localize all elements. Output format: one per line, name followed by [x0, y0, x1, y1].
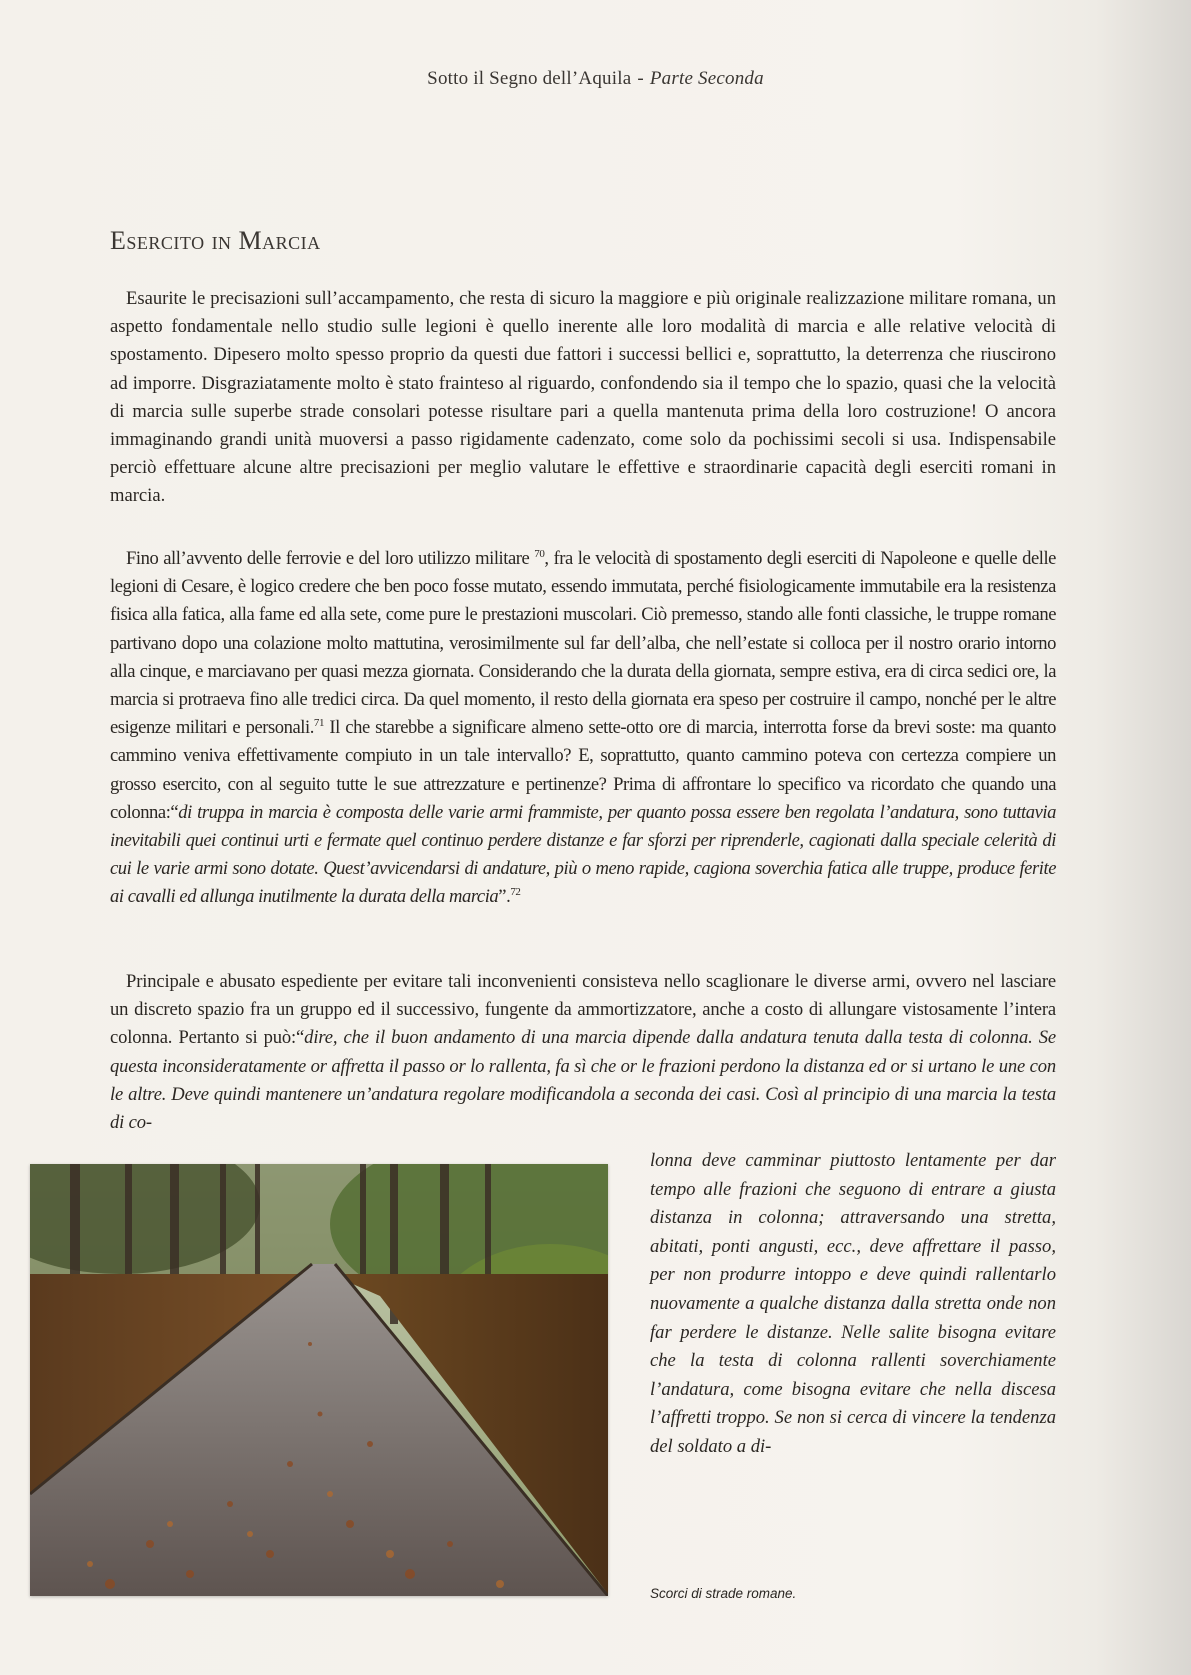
- section-title: Esercito in Marcia: [110, 226, 321, 255]
- paragraph-3-quote: dire, che il buon andamento di una marcia dipende dalla andatura tenuta dalla testa di colonna. Se questa inconsideratamente or affretta il passo or lo rallenta, fa sì che or le frazioni perdono la distanza ed or si urtano le une con le altre. Deve quindi mantenere un’andatura regolare modificandola a seconda dei casi. Così al principio di una marcia la testa di co-: [110, 1027, 1056, 1134]
- paragraph-2-text-c: Il che starebbe a significare almeno sette-otto ore di marcia, interrotta forse da brevi soste: ma quanto cammino veniva effettivamente compiuto in un tale intervallo? E, soprattutto, quanto cammino poteva con certezza compiere un grosso esercito, con al seguito tutte le sue attrezzature e pertinenze? Prima di affrontare lo specifico va ricordato che quando una colonna:“: [110, 717, 1056, 823]
- paragraph-2: [110, 545, 1056, 912]
- paragraph-3-continued: lonna deve camminar piuttosto lentamente per dar tempo alle frazioni che seguono di entrare a giusta distanza in colonna; attraversando una stretta, abitati, ponti angusti, ecc., deve affrettare il passo, per non produrre intoppo e deve quindi rallentarlo nuovamente a qualche distanza dalla stretta onde non far perdere le distanze. Nelle salite bisogna evitare che la testa di colonna rallenti soverchiamente l’andatura, come bisogna evitare che nella discesa l’affretti troppo. Se non si cerca di vincere la tendenza del soldato a di-: [650, 1150, 1056, 1457]
- running-header: [0, 68, 1191, 90]
- paragraph-1: Esaurite le precisazioni sull’accampamento, che resta di sicuro la maggiore e più originale realizzazione militare romana, un aspetto fondamentale nello studio sulle legioni è quello inerente alle loro modalità di marcia e alle relative velocità di spostamento. Dipesero molto spesso proprio da questi due fattori i successi bellici e, soprattutto, la deterrenza che riuscirono ad imporre. Disgraziatamente molto è stato frainteso al riguardo, confondendo sia il tempo che lo spazio, quasi che la velocità di marcia sulle superbe strade consolari potesse risultare pari a quella mantenuta prima della loro costruzione! O ancora immaginando grandi unità muoversi a passo rigidamente cadenzato, come solo da pochissimi secoli si usa. Indispensabile perciò effettuare alcune altre precisazioni per meglio valutare le effettive e straordinarie capacità degli eserciti romani in marcia.: [110, 288, 1056, 507]
- paragraph-3-text: Principale e abusato espediente per evitare tali inconvenienti consisteva nello scaglionare le diverse armi, ovvero nel lasciare un discreto spazio fra un gruppo ed il successivo, fungente da ammortizzatore, anche a costo di allungare vistosamente l’intera colonna. Pertanto si può:“: [110, 971, 1056, 1049]
- footnote-ref-72: 72: [510, 886, 521, 899]
- paragraph-2-quote: di truppa in marcia è composta delle varie armi frammiste, per quanto possa essere ben regolata l’andatura, sono tuttavia inevitabili quei continui urti e fermate quel continuo perdere distanze e far sforzi per riprenderle, cagionati dalla speciale celerità di cui le varie armi sono dotate. Quest’avvicendarsi di andature, più o meno rapide, cagiona soverchia fatica alle truppe, produce ferite ai cavalli ed allunga inutilmente la durata della marcia: [110, 801, 1056, 908]
- roman-road-photo: [30, 1164, 608, 1596]
- paragraph-2-text-a: Fino all’avvento delle ferrovie e del loro utilizzo militare: [126, 548, 535, 569]
- footnote-ref-71: 71: [313, 717, 325, 730]
- photo-caption: Scorci di strade romane.: [650, 1586, 797, 1601]
- header-book-title: Sotto il Segno dell’Aquila: [427, 68, 632, 89]
- paragraph-2-text-b: , fra le velocità di spostamento degli eserciti di Napoleone e quelle delle legioni di Cesare, è logico credere che ben poco fosse mutato, essendo immutata, perché fisiologicamente immutabile era la resistenza fisica alla fatica, alla fame ed alla sete, come pure le prestazioni muscolari. Ciò premesso, stando alle fonti classiche, le truppe romane partivano dopo una colazione molto mattutina, verosimilmente sul far dell’alba, che nell’estate si colloca per il nostro orario intorno alla cinque, e marciavano per quasi mezza giornata. Considerando che la durata della giornata, sempre estiva, era di circa sedici ore, la marcia si protraeva fino alle tredici circa. Da quel momento, il resto della giornata era speso per costruire il campo, nonché per le altre esigenze militari e personali.: [110, 548, 1056, 739]
- header-part: Parte Seconda: [649, 68, 764, 89]
- paragraph-3: [110, 968, 1056, 1137]
- footnote-ref-70: 70: [534, 547, 545, 560]
- header-separator: -: [637, 68, 644, 89]
- paragraph-2-end: ”.: [498, 886, 511, 908]
